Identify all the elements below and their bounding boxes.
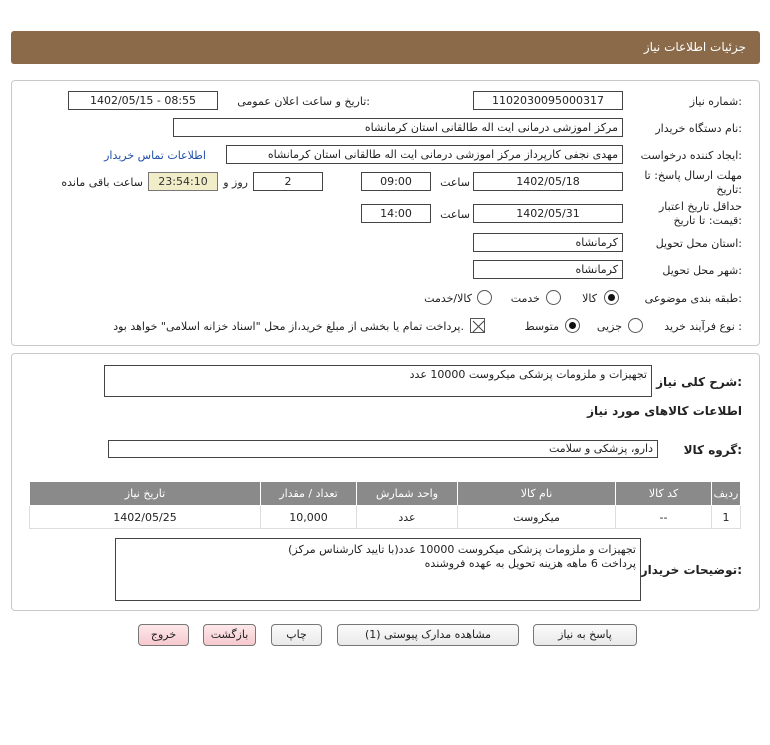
validity-date-field: 1402/05/31 (473, 204, 623, 223)
table-row (30, 506, 741, 529)
goods-group-field: دارو، پزشکی و سلامت (108, 440, 658, 458)
back-button[interactable]: بازگشت (203, 624, 256, 646)
deadline-date-field: 1402/05/18 (473, 172, 623, 191)
deadline-time-field: 09:00 (361, 172, 431, 191)
cell-code: -- (616, 506, 712, 529)
days-label: روز و (223, 176, 248, 189)
deadline-label-2: تاریخ: (716, 183, 742, 196)
cell-name: میکروست (458, 506, 616, 529)
items-table (29, 481, 741, 529)
treasury-payment-checkbox[interactable] (470, 318, 485, 333)
process-medium-label: متوسط (524, 320, 559, 333)
announce-label: تاریخ و ساعت اعلان عمومی: (237, 95, 370, 108)
buyer-desc-field (115, 538, 641, 601)
need-number-label: شماره نیاز: (689, 95, 742, 108)
col-unit-header: واحد شمارش (357, 482, 458, 506)
deadline-time-label: ساعت (440, 176, 470, 189)
col-date-header: تاریخ نیاز (30, 482, 261, 506)
cell-unit: عدد (357, 506, 458, 529)
announce-datetime-field: 1402/05/15 - 08:55 (68, 91, 218, 110)
buyer-desc-label: توضیحات خریدار: (640, 563, 742, 577)
validity-time-label: ساعت (440, 208, 470, 221)
print-button[interactable]: چاپ (271, 624, 322, 646)
respond-button[interactable]: پاسخ به نیاز (533, 624, 637, 646)
buyer-contact-link[interactable]: اطلاعات تماس خریدار (104, 149, 206, 162)
creator-field: مهدی نجفی کارپرداز مرکز اموزشی درمانی ایت اله طالقانی استان کرمانشاه (226, 145, 623, 164)
need-number-field: 1102030095000317 (473, 91, 623, 110)
delivery-city-label: شهر محل تحویل: (662, 264, 742, 277)
category-goods-service-label: کالا/خدمت (424, 292, 472, 305)
cell-row: 1 (712, 506, 741, 529)
summary-field (104, 365, 652, 397)
col-qty-header: تعداد / مقدار (261, 482, 357, 506)
cell-qty: 10,000 (261, 506, 357, 529)
remaining-time-label: ساعت باقی مانده (61, 176, 143, 189)
col-name-header: نام کالا (458, 482, 616, 506)
buyer-org-field: مرکز اموزشی درمانی ایت اله طالقانی استان کرمانشاه (173, 118, 623, 137)
buyer-org-label: نام دستگاه خریدار: (655, 122, 742, 135)
summary-text: تجهیزات و ملزومات پزشکی میکروست 10000 عدد (409, 368, 647, 381)
process-medium-radio[interactable] (565, 318, 580, 333)
checkbox-cross-icon (471, 319, 486, 334)
page-title: جزئیات اطلاعات نیاز (643, 40, 746, 54)
table-header-row (30, 482, 741, 506)
exit-button[interactable]: خروج (138, 624, 189, 646)
col-code-header: کد کالا (616, 482, 712, 506)
validity-label-1: حداقل تاریخ اعتبار (658, 200, 742, 213)
cell-date: 1402/05/25 (30, 506, 261, 529)
category-goods-label: کالا (582, 292, 597, 305)
validity-time-field: 14:00 (361, 204, 431, 223)
days-remaining-field: 2 (253, 172, 323, 191)
deadline-label-1: مهلت ارسال پاسخ: تا (644, 169, 742, 182)
view-attachments-button[interactable]: مشاهده مدارک پیوستی (1) (337, 624, 519, 646)
treasury-payment-note: پرداخت تمام یا بخشی از مبلغ خرید،از محل "اسناد خزانه اسلامی" خواهد بود. (113, 320, 464, 333)
category-service-radio[interactable] (546, 290, 561, 305)
category-service-label: خدمت (510, 292, 540, 305)
process-minor-label: جزیی (596, 320, 622, 333)
creator-label: ایجاد کننده درخواست: (640, 149, 742, 162)
category-label: طبقه بندی موضوعی: (644, 292, 742, 305)
delivery-province-label: استان محل تحویل: (655, 237, 742, 250)
category-goods-service-radio[interactable] (477, 290, 492, 305)
validity-label-2: قیمت: تا تاریخ: (673, 214, 742, 227)
buyer-desc-line-2: پرداخت 6 ماهه هزینه تحویل به عهده فروشنده (424, 557, 636, 570)
goods-group-label: گروه کالا: (683, 443, 742, 457)
remaining-time-field: 23:54:10 (148, 172, 218, 191)
items-section-title: اطلاعات کالاهای مورد نیاز (587, 404, 742, 418)
page-header (11, 31, 760, 64)
process-label: نوع فرآیند خرید : (664, 320, 742, 333)
category-goods-radio[interactable] (604, 290, 619, 305)
delivery-province-field: کرمانشاه (473, 233, 623, 252)
col-row-header: ردیف (712, 482, 741, 506)
buyer-desc-line-1: تجهیزات و ملزومات پزشکی میکروست 10000 عدد(با تایید کارشناس مرکز) (288, 543, 636, 556)
process-minor-radio[interactable] (628, 318, 643, 333)
delivery-city-field: کرمانشاه (473, 260, 623, 279)
summary-label: شرح کلی نیاز: (656, 375, 742, 389)
